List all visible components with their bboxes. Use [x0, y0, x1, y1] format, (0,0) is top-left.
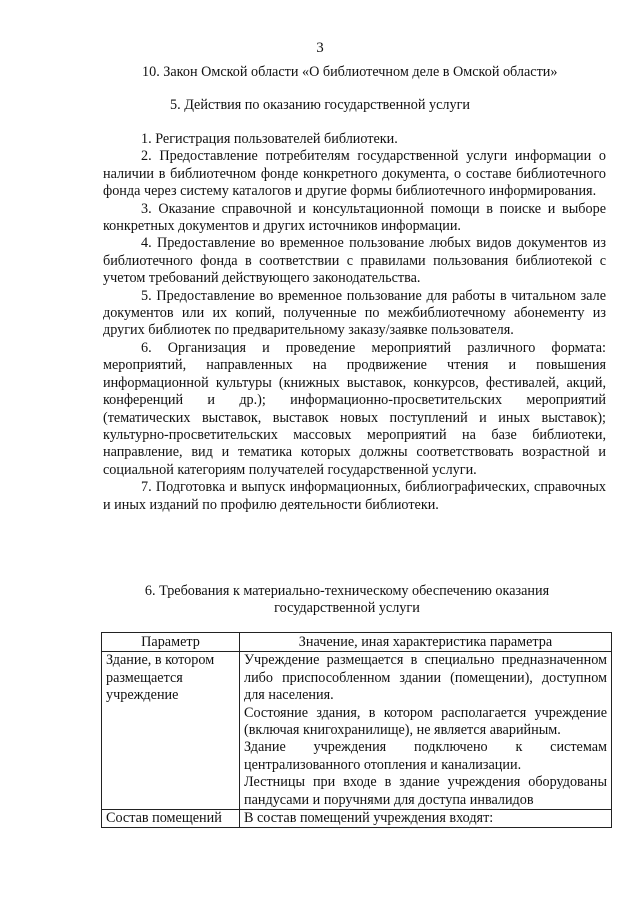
value-cell — [240, 810, 612, 828]
list-item: 3. Оказание справочной и консультационной помощи в поиске и выборе конкретных документов и других источников информации. — [103, 200, 606, 235]
section-6-heading: 6. Требования к материально-техническому обеспечению оказания государственной услуги — [144, 583, 550, 616]
column-header-value: Значение, иная характеристика параметра — [240, 633, 612, 652]
list-item: 6. Организация и проведение мероприятий различного формата: мероприятий, направленных на продвижение чтения и повышения информационной культуры (книжных выставок, конкурсов, фестивалей, акций, конференций и др.); информационно-просветительских мероприятий (тематических выставок, выставок новых поступлений и иных выставок); культурно-просветительских массовых мероприятий на базе библиотеки, направление, вид и тематика которых должны соответствовать возрастной и социальной категориям получателей государственной услуги. — [103, 339, 606, 478]
list-item: 5. Предоставление во временное пользование для работы в читальном зале документов или их копий, полученные по межбиблиотечному абонементу из других библиотек по предварительному заказу/заявке пользователя. — [103, 287, 606, 339]
value-cell — [240, 652, 612, 810]
page-number: 3 — [316, 40, 324, 56]
table-header-row — [102, 633, 612, 652]
value-paragraph: Лестницы при входе в здание учреждения оборудованы пандусами и поручнями для доступа инвалидов — [244, 774, 607, 808]
actions-list — [103, 131, 606, 514]
value-paragraph: Состояние здания, в котором располагается учреждение (включая книгохранилище), не является аварийным. — [244, 704, 607, 739]
list-item: 4. Предоставление во временное пользование любых видов документов из библиотечного фонда в соответствии с правилами пользования библиотекой с учетом требований действующего законодательства. — [103, 235, 606, 287]
requirements-table — [101, 632, 612, 828]
list-item: 7. Подготовка и выпуск информационных, библиографических, справочных и иных изданий по профилю деятельности библиотеки. — [103, 479, 606, 513]
table-row — [102, 810, 612, 828]
table-row — [102, 652, 612, 810]
value-paragraph: Учреждение размещается в специально предназначенном либо приспособленном здании (помещении), доступном для населения. — [244, 652, 607, 704]
section-5-heading: 5. Действия по оказанию государственной услуги — [170, 97, 470, 113]
value-paragraph: В состав помещений учреждения входят: — [244, 810, 494, 827]
list-item: 2. Предоставление потребителям государственной услуги информации о наличии в библиотечном фонде конкретного документа, о составе библиотечного фонда через систему каталогов и другие формы библиотечного информирования. — [103, 148, 606, 200]
list-item: 1. Регистрация пользователей библиотеки. — [141, 131, 398, 147]
parameter-cell: Здание, в котором размещается учреждение — [102, 652, 240, 810]
law-list-item: 10. Закон Омской области «О библиотечном деле в Омской области» — [142, 64, 558, 80]
column-header-parameter: Параметр — [102, 633, 240, 652]
value-paragraph: Здание учреждения подключено к системам централизованного отопления и канализации. — [244, 739, 607, 773]
parameter-cell: Состав помещений — [102, 810, 240, 828]
